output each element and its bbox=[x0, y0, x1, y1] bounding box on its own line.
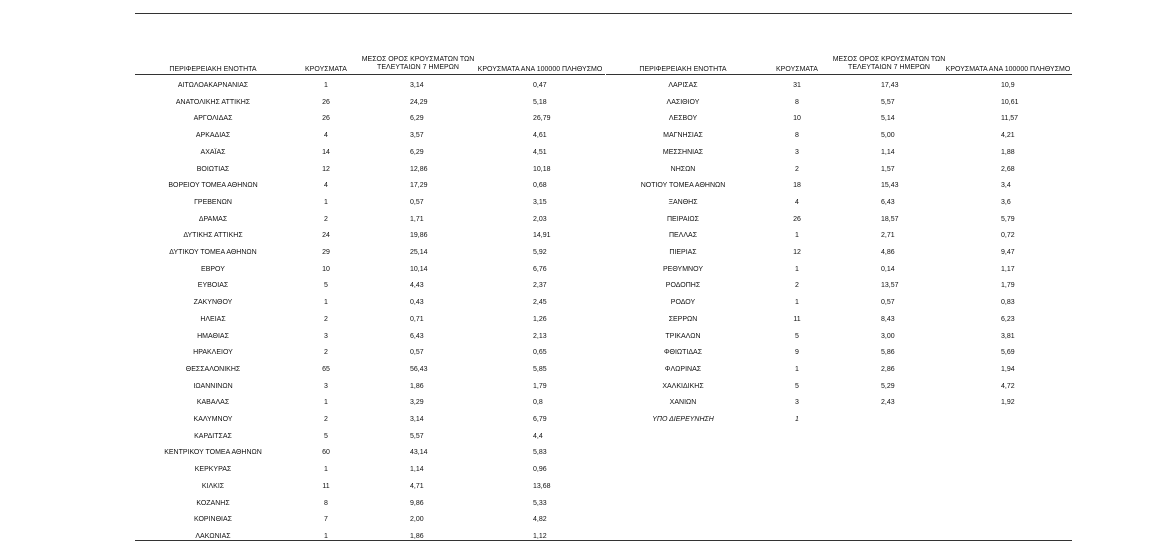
table-row bbox=[0, 362, 1175, 378]
cases-cell: 26 bbox=[322, 98, 330, 106]
avg-cell: 3,14 bbox=[410, 82, 424, 89]
cases-cell: 5 bbox=[324, 282, 328, 290]
cases-cell: 7 bbox=[324, 516, 328, 524]
region-cell: ΗΡΑΚΛΕΙΟΥ bbox=[193, 349, 233, 357]
cases-cell: 2 bbox=[324, 349, 328, 357]
per100k-cell: 9,47 bbox=[1001, 249, 1015, 256]
per100k-cell: 11,57 bbox=[1001, 115, 1018, 123]
region-cell: ΑΡΚΑΔΙΑΣ bbox=[195, 132, 231, 140]
avg-cell: 3,57 bbox=[410, 132, 424, 140]
table-row bbox=[0, 496, 1175, 512]
per100k-cell: 2,13 bbox=[533, 332, 547, 340]
cases-cell: 18 bbox=[793, 182, 801, 190]
right-header-per100k: ΚΡΟΥΣΜΑΤΑ ΑΝΑ 100000 ΠΛΗΘΥΣΜΟ bbox=[945, 66, 1071, 73]
region-cell: ΑΝΑΤΟΛΙΚΗΣ ΑΤΤΙΚΗΣ bbox=[175, 98, 251, 106]
region-cell: ΛΕΣΒΟΥ bbox=[668, 115, 698, 123]
region-cell: ΚΑΒΑΛΑΣ bbox=[196, 399, 230, 407]
region-cell: ΚΑΡΔΙΤΣΑΣ bbox=[194, 432, 232, 440]
avg-cell: 5,00 bbox=[881, 132, 895, 140]
table-row bbox=[0, 128, 1175, 144]
region-cell: ΗΜΑΘΙΑΣ bbox=[197, 332, 229, 340]
region-cell: ΡΟΔΟΠΗΣ bbox=[665, 282, 701, 290]
left-header-avg-line2: ΤΕΛΕΥΤΑΙΩΝ 7 ΗΜΕΡΩΝ bbox=[377, 64, 459, 71]
avg-cell: 0,57 bbox=[410, 349, 424, 357]
per100k-cell: 1,88 bbox=[1001, 148, 1015, 156]
avg-cell: 5,57 bbox=[881, 98, 895, 106]
table-row bbox=[0, 195, 1175, 211]
avg-cell: 17,29 bbox=[410, 182, 428, 190]
cases-cell: 1 bbox=[795, 265, 799, 273]
per100k-cell: 0,72 bbox=[1001, 232, 1015, 240]
per100k-cell: 5,33 bbox=[533, 499, 547, 507]
per100k-cell: 1,79 bbox=[1001, 282, 1015, 290]
per100k-cell: 1,12 bbox=[533, 532, 547, 540]
avg-cell: 0,57 bbox=[881, 299, 895, 307]
per100k-cell: 2,37 bbox=[533, 282, 547, 290]
per100k-cell: 4,51 bbox=[533, 148, 547, 156]
bottom-rule bbox=[135, 540, 1072, 541]
per100k-cell: 0,65 bbox=[533, 349, 547, 357]
avg-cell: 25,14 bbox=[410, 249, 428, 256]
cases-cell: 9 bbox=[795, 349, 799, 357]
cases-cell: 3 bbox=[795, 148, 799, 156]
left-header-avg-line1: ΜΕΣΟΣ ΟΡΟΣ ΚΡΟΥΣΜΑΤΩΝ ΤΩΝ bbox=[361, 56, 475, 63]
avg-cell: 0,14 bbox=[881, 265, 895, 273]
region-cell: ΒΟΙΩΤΙΑΣ bbox=[196, 165, 230, 173]
table-row bbox=[0, 345, 1175, 361]
avg-cell: 13,57 bbox=[881, 282, 899, 290]
avg-cell: 19,86 bbox=[410, 232, 428, 240]
avg-cell: 1,86 bbox=[410, 532, 424, 540]
avg-cell: 0,43 bbox=[410, 299, 424, 307]
per100k-cell: 4,21 bbox=[1001, 132, 1015, 140]
cases-cell: 60 bbox=[322, 449, 330, 457]
right-header-cases: ΚΡΟΥΣΜΑΤΑ bbox=[776, 66, 818, 73]
region-cell: ΖΑΚΥΝΘΟΥ bbox=[193, 299, 233, 307]
avg-cell: 4,71 bbox=[410, 482, 424, 490]
per100k-cell: 1,26 bbox=[533, 315, 547, 323]
cases-cell: 1 bbox=[324, 299, 328, 307]
table-row bbox=[0, 95, 1175, 111]
per100k-cell: 0,47 bbox=[533, 82, 547, 89]
per100k-cell: 4,4 bbox=[533, 432, 543, 440]
region-cell: ΜΑΓΝΗΣΙΑΣ bbox=[663, 132, 703, 140]
per100k-cell: 1,92 bbox=[1001, 399, 1015, 407]
avg-cell: 1,86 bbox=[410, 382, 424, 390]
table-row bbox=[0, 178, 1175, 194]
cases-cell: 1 bbox=[795, 416, 799, 423]
cases-cell: 2 bbox=[324, 315, 328, 323]
cases-cell: 10 bbox=[793, 115, 801, 123]
per100k-cell: 4,82 bbox=[533, 516, 547, 524]
per100k-cell: 10,18 bbox=[533, 165, 551, 173]
region-cell: ΔΥΤΙΚΗΣ ΑΤΤΙΚΗΣ bbox=[183, 232, 243, 240]
region-cell: ΧΑΝΙΩΝ bbox=[669, 399, 697, 407]
cases-cell: 14 bbox=[322, 148, 330, 156]
avg-cell: 6,43 bbox=[410, 332, 424, 340]
region-cell: ΕΒΡΟΥ bbox=[201, 265, 225, 273]
region-cell: ΜΕΣΣΗΝΙΑΣ bbox=[662, 148, 704, 156]
table-row bbox=[0, 162, 1175, 178]
region-cell: ΦΛΩΡΙΝΑΣ bbox=[664, 365, 702, 373]
cases-cell: 2 bbox=[324, 215, 328, 223]
table-row bbox=[0, 262, 1175, 278]
cases-cell: 12 bbox=[793, 249, 801, 256]
per100k-cell: 1,79 bbox=[533, 382, 547, 390]
region-cell: ΚΙΛΚΙΣ bbox=[201, 482, 225, 490]
region-cell: ΔΥΤΙΚΟΥ ΤΟΜΕΑ ΑΘΗΝΩΝ bbox=[169, 249, 257, 256]
table-row bbox=[0, 111, 1175, 127]
region-cell: ΚΟΡΙΝΘΙΑΣ bbox=[194, 516, 232, 524]
avg-cell: 17,43 bbox=[881, 82, 899, 89]
table-row bbox=[0, 212, 1175, 228]
table-row bbox=[0, 245, 1175, 261]
region-cell: ΔΡΑΜΑΣ bbox=[198, 215, 228, 223]
cases-cell: 24 bbox=[322, 232, 330, 240]
region-cell: ΡΕΘΥΜΝΟΥ bbox=[662, 265, 704, 273]
per100k-cell: 1,94 bbox=[1001, 365, 1015, 373]
avg-cell: 6,43 bbox=[881, 198, 895, 206]
cases-cell: 11 bbox=[322, 482, 330, 490]
per100k-cell: 6,76 bbox=[533, 265, 547, 273]
per100k-cell: 2,68 bbox=[1001, 165, 1015, 173]
per100k-cell: 0,96 bbox=[533, 466, 547, 474]
avg-cell: 5,29 bbox=[881, 382, 895, 390]
table-row bbox=[0, 512, 1175, 528]
avg-cell: 1,57 bbox=[881, 165, 895, 173]
right-header-region: ΠΕΡΙΦΕΡΕΙΑΚΗ ΕΝΟΤΗΤΑ bbox=[639, 66, 727, 73]
cases-cell: 1 bbox=[324, 399, 328, 407]
avg-cell: 1,14 bbox=[881, 148, 895, 156]
cases-cell: 11 bbox=[793, 315, 801, 323]
right-header-underline bbox=[606, 74, 1072, 75]
region-cell: ΓΡΕΒΕΝΩΝ bbox=[194, 198, 232, 206]
per100k-cell: 10,61 bbox=[1001, 98, 1019, 106]
per100k-cell: 2,03 bbox=[533, 215, 547, 223]
cases-cell: 12 bbox=[322, 165, 330, 173]
cases-cell: 1 bbox=[795, 299, 799, 307]
region-cell: ΛΑΚΩΝΙΑΣ bbox=[195, 532, 231, 540]
region-cell: ΙΩΑΝΝΙΝΩΝ bbox=[193, 382, 233, 390]
per100k-cell: 4,72 bbox=[1001, 382, 1015, 390]
cases-cell: 1 bbox=[795, 365, 799, 373]
cases-cell: 8 bbox=[324, 499, 328, 507]
table-row bbox=[0, 312, 1175, 328]
avg-cell: 2,71 bbox=[881, 232, 895, 240]
left-header-per100k: ΚΡΟΥΣΜΑΤΑ ΑΝΑ 100000 ΠΛΗΘΥΣΜΟ bbox=[477, 66, 603, 73]
per100k-cell: 26,79 bbox=[533, 115, 551, 123]
per100k-cell: 3,6 bbox=[1001, 198, 1011, 206]
cases-cell: 65 bbox=[322, 365, 330, 373]
avg-cell: 8,43 bbox=[881, 315, 895, 323]
avg-cell: 1,71 bbox=[410, 215, 424, 223]
table-row bbox=[0, 412, 1175, 428]
region-cell: ΗΛΕΙΑΣ bbox=[200, 315, 226, 323]
table-row bbox=[0, 395, 1175, 411]
region-cell: ΑΧΑΪΑΣ bbox=[200, 148, 226, 156]
per100k-cell: 3,81 bbox=[1001, 332, 1015, 340]
region-cell: ΞΑΝΘΗΣ bbox=[668, 198, 698, 206]
table-row bbox=[0, 145, 1175, 161]
cases-cell: 5 bbox=[324, 432, 328, 440]
cases-cell: 26 bbox=[322, 115, 330, 123]
avg-cell: 56,43 bbox=[410, 365, 428, 373]
per100k-cell: 5,79 bbox=[1001, 215, 1015, 223]
avg-cell: 3,00 bbox=[881, 332, 895, 340]
cases-cell: 2 bbox=[324, 416, 328, 423]
avg-cell: 6,29 bbox=[410, 148, 424, 156]
per100k-cell: 10,9 bbox=[1001, 82, 1015, 89]
avg-cell: 9,86 bbox=[410, 499, 424, 507]
region-cell: ΚΕΡΚΥΡΑΣ bbox=[194, 466, 232, 474]
per100k-cell: 6,23 bbox=[1001, 315, 1015, 323]
region-cell: ΧΑΛΚΙΔΙΚΗΣ bbox=[662, 382, 704, 390]
per100k-cell: 2,45 bbox=[533, 299, 547, 307]
cases-cell: 1 bbox=[324, 532, 328, 540]
avg-cell: 12,86 bbox=[410, 165, 428, 173]
region-cell: ΘΕΣΣΑΛΟΝΙΚΗΣ bbox=[185, 365, 241, 373]
cases-cell: 3 bbox=[324, 382, 328, 390]
cases-cell: 5 bbox=[795, 382, 799, 390]
per100k-cell: 3,4 bbox=[1001, 182, 1011, 190]
avg-cell: 0,57 bbox=[410, 198, 424, 206]
table-row bbox=[0, 278, 1175, 294]
avg-cell: 2,00 bbox=[410, 516, 424, 524]
avg-cell: 4,43 bbox=[410, 282, 424, 290]
table-row bbox=[0, 445, 1175, 461]
per100k-cell: 5,83 bbox=[533, 449, 547, 457]
region-cell: ΒΟΡΕΙΟΥ ΤΟΜΕΑ ΑΘΗΝΩΝ bbox=[168, 182, 258, 190]
region-cell: ΥΠΟ ΔΙΕΡΕΥΝΗΣΗ bbox=[652, 416, 714, 423]
top-rule bbox=[135, 13, 1072, 14]
region-cell: ΦΘΙΩΤΙΔΑΣ bbox=[663, 349, 703, 357]
region-cell: ΚΑΛΥΜΝΟΥ bbox=[193, 416, 233, 423]
left-header-region: ΠΕΡΙΦΕΡΕΙΑΚΗ ΕΝΟΤΗΤΑ bbox=[169, 66, 257, 73]
per100k-cell: 4,61 bbox=[533, 132, 547, 140]
per100k-cell: 0,68 bbox=[533, 182, 547, 190]
table-row bbox=[0, 228, 1175, 244]
avg-cell: 5,14 bbox=[881, 115, 895, 123]
per100k-cell: 5,92 bbox=[533, 249, 547, 256]
avg-cell: 3,29 bbox=[410, 399, 424, 407]
cases-cell: 31 bbox=[793, 82, 801, 89]
avg-cell: 4,86 bbox=[881, 249, 895, 256]
per100k-cell: 0,83 bbox=[1001, 299, 1015, 307]
avg-cell: 2,86 bbox=[881, 365, 895, 373]
cases-cell: 2 bbox=[795, 165, 799, 173]
per100k-cell: 5,69 bbox=[1001, 349, 1015, 357]
cases-cell: 1 bbox=[324, 198, 328, 206]
cases-cell: 5 bbox=[795, 332, 799, 340]
cases-cell: 1 bbox=[324, 82, 328, 89]
cases-cell: 4 bbox=[324, 132, 328, 140]
avg-cell: 10,14 bbox=[410, 265, 428, 273]
cases-cell: 3 bbox=[795, 399, 799, 407]
region-cell: ΝΟΤΙΟΥ ΤΟΜΕΑ ΑΘΗΝΩΝ bbox=[640, 182, 726, 190]
table-row bbox=[0, 462, 1175, 478]
per100k-cell: 6,79 bbox=[533, 416, 547, 423]
table-row bbox=[0, 429, 1175, 445]
table-row bbox=[0, 78, 1175, 94]
avg-cell: 3,14 bbox=[410, 416, 424, 423]
table-row bbox=[0, 329, 1175, 345]
right-header-avg-line2: ΤΕΛΕΥΤΑΙΩΝ 7 ΗΜΕΡΩΝ bbox=[848, 64, 930, 71]
region-cell: ΚΟΖΑΝΗΣ bbox=[196, 499, 230, 507]
per100k-cell: 1,17 bbox=[1001, 265, 1015, 273]
right-header-avg-line1: ΜΕΣΟΣ ΟΡΟΣ ΚΡΟΥΣΜΑΤΩΝ ΤΩΝ bbox=[832, 56, 946, 63]
cases-cell: 29 bbox=[322, 249, 330, 256]
region-cell: ΚΕΝΤΡΙΚΟΥ ΤΟΜΕΑ ΑΘΗΝΩΝ bbox=[164, 449, 262, 457]
per100k-cell: 14,91 bbox=[533, 232, 551, 240]
avg-cell: 1,14 bbox=[410, 466, 424, 474]
region-cell: ΡΟΔΟΥ bbox=[670, 299, 696, 307]
avg-cell: 24,29 bbox=[410, 98, 428, 106]
left-header-cases: ΚΡΟΥΣΜΑΤΑ bbox=[305, 66, 347, 73]
per100k-cell: 3,15 bbox=[533, 198, 547, 206]
table-row bbox=[0, 379, 1175, 395]
per100k-cell: 5,18 bbox=[533, 98, 547, 106]
cases-cell: 26 bbox=[793, 215, 801, 223]
region-cell: ΠΕΙΡΑΙΩΣ bbox=[667, 215, 699, 223]
cases-cell: 4 bbox=[324, 182, 328, 190]
cases-cell: 8 bbox=[795, 132, 799, 140]
avg-cell: 18,57 bbox=[881, 215, 899, 223]
cases-cell: 1 bbox=[324, 466, 328, 474]
region-cell: ΠΙΕΡΙΑΣ bbox=[669, 249, 697, 256]
per100k-cell: 13,68 bbox=[533, 482, 551, 490]
region-cell: ΛΑΣΙΘΙΟΥ bbox=[666, 98, 700, 106]
avg-cell: 43,14 bbox=[410, 449, 428, 457]
cases-cell: 2 bbox=[795, 282, 799, 290]
region-cell: ΝΗΣΩΝ bbox=[670, 165, 696, 173]
table-row bbox=[0, 295, 1175, 311]
avg-cell: 5,57 bbox=[410, 432, 424, 440]
cases-cell: 8 bbox=[795, 98, 799, 106]
region-cell: ΕΥΒΟΙΑΣ bbox=[197, 282, 229, 290]
table-row bbox=[0, 479, 1175, 495]
avg-cell: 2,43 bbox=[881, 399, 895, 407]
cases-cell: 3 bbox=[324, 332, 328, 340]
cases-cell: 1 bbox=[795, 232, 799, 240]
avg-cell: 6,29 bbox=[410, 115, 424, 123]
region-cell: ΤΡΙΚΑΛΩΝ bbox=[665, 332, 701, 340]
avg-cell: 15,43 bbox=[881, 182, 899, 190]
cases-cell: 4 bbox=[795, 198, 799, 206]
per100k-cell: 5,85 bbox=[533, 365, 547, 373]
region-cell: ΣΕΡΡΩΝ bbox=[668, 315, 698, 323]
region-cell: ΛΑΡΙΣΑΣ bbox=[668, 82, 698, 89]
per100k-cell: 0,8 bbox=[533, 399, 543, 407]
region-cell: ΑΡΓΟΛΙΔΑΣ bbox=[193, 115, 233, 123]
avg-cell: 5,86 bbox=[881, 349, 895, 357]
table-row bbox=[0, 529, 1175, 545]
region-cell: ΑΙΤΩΛΟΑΚΑΡΝΑΝΙΑΣ bbox=[177, 82, 249, 89]
left-header-underline bbox=[135, 74, 605, 75]
cases-cell: 10 bbox=[322, 265, 330, 273]
region-cell: ΠΕΛΛΑΣ bbox=[668, 232, 698, 240]
avg-cell: 0,71 bbox=[410, 315, 424, 323]
